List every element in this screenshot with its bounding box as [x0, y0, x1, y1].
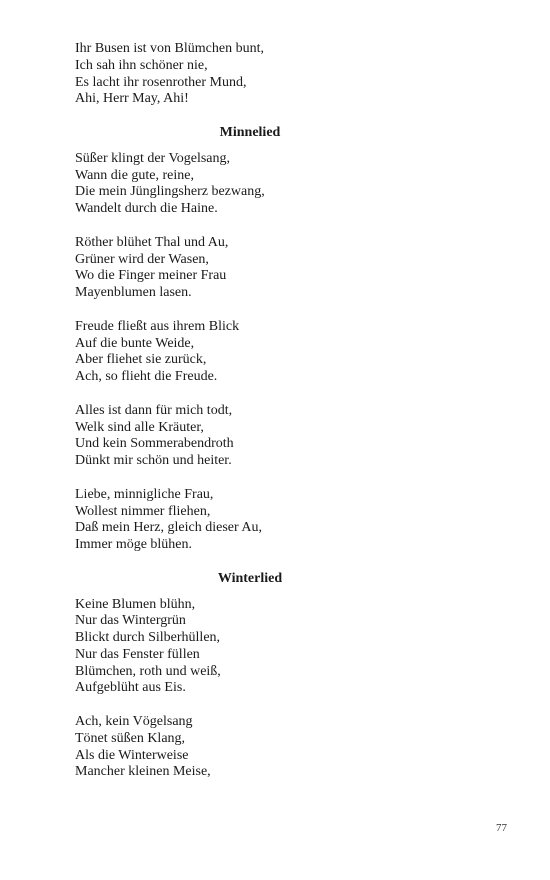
poem-title-minnelied: Minnelied — [219, 124, 281, 140]
poem-title-winterlied: Winterlied — [217, 570, 283, 586]
verse-line: Keine Blumen blühn, — [75, 596, 196, 612]
verse-line: Nur das Wintergrün — [75, 613, 186, 629]
verse-line: Wandelt durch die Haine. — [75, 201, 218, 217]
verse-line: Aber fliehet sie zurück, — [75, 352, 207, 368]
page-number: 77 — [496, 822, 507, 834]
verse-line: Daß mein Herz, gleich dieser Au, — [75, 520, 262, 536]
verse-line: Wann die gute, reine, — [75, 167, 194, 183]
poem-text — [75, 41, 475, 798]
verse-line: Es lacht ihr rosenrother Mund, — [75, 74, 247, 90]
stanza — [75, 403, 475, 470]
verse-line: Welk sind alle Kräuter, — [75, 419, 204, 435]
verse-line: Tönet süßen Klang, — [75, 730, 186, 746]
stanza — [75, 319, 475, 386]
verse-line: Und kein Sommerabendroth — [75, 436, 234, 452]
verse-line: Auf die bunte Weide, — [75, 335, 195, 351]
verse-line: Ich sah ihn schöner nie, — [75, 57, 208, 73]
verse-line: Immer möge blühen. — [75, 537, 193, 553]
stanza — [75, 714, 475, 781]
verse-line: Liebe, minnigliche Frau, — [75, 486, 214, 502]
verse-line: Dünkt mir schön und heiter. — [75, 453, 232, 469]
stanza — [75, 41, 475, 108]
verse-line: Als die Winterweise — [75, 747, 189, 763]
verse-line: Alles ist dann für mich todt, — [75, 402, 233, 418]
verse-line: Mancher kleinen Meise, — [75, 764, 211, 780]
verse-line: Aufgeblüht aus Eis. — [75, 680, 186, 696]
verse-line: Ihr Busen ist von Blümchen bunt, — [75, 41, 264, 56]
verse-line: Nur das Fenster füllen — [75, 646, 200, 662]
verse-line: Wollest nimmer fliehen, — [75, 503, 211, 519]
verse-line: Süßer klingt der Vogelsang, — [75, 150, 231, 166]
verse-line: Röther blühet Thal und Au, — [75, 234, 229, 250]
verse-line: Die mein Jünglingsherz bezwang, — [75, 184, 265, 200]
verse-line: Grüner wird der Wasen, — [75, 251, 209, 267]
verse-line: Ach, so flieht die Freude. — [75, 369, 218, 385]
verse-line: Blickt durch Silberhüllen, — [75, 630, 221, 646]
stanza — [75, 597, 475, 698]
verse-line: Blümchen, roth und weiß, — [75, 663, 221, 679]
verse-line: Ach, kein Vögelsang — [75, 714, 193, 730]
verse-line: Freude fließt aus ihrem Blick — [75, 318, 240, 334]
verse-line: Ahi, Herr May, Ahi! — [75, 91, 189, 107]
stanza — [75, 235, 475, 302]
stanza — [75, 151, 475, 218]
verse-line: Mayenblumen lasen. — [75, 285, 192, 301]
stanza — [75, 487, 475, 554]
verse-line: Wo die Finger meiner Frau — [75, 268, 227, 284]
